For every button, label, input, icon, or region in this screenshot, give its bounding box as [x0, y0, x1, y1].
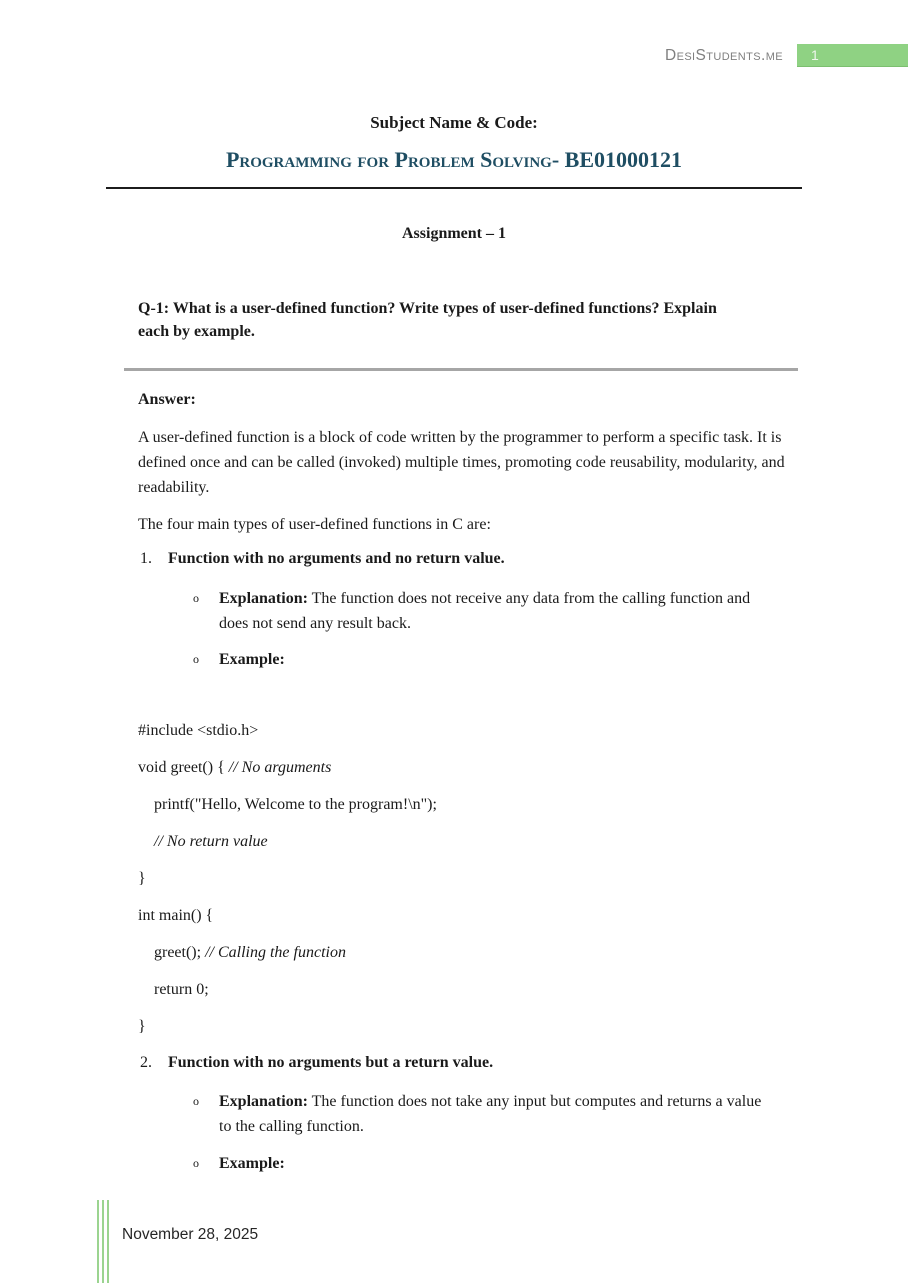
footer-date: November 28, 2025: [122, 1226, 259, 1243]
circle-bullet-icon: o: [193, 1156, 199, 1170]
item-1-example: [193, 647, 769, 672]
circle-bullet-icon: o: [193, 1094, 199, 1108]
example-label: Example:: [219, 1155, 285, 1172]
code-line: // No return value: [154, 833, 268, 850]
code-listing: [138, 721, 798, 1054]
title-divider: [106, 187, 802, 189]
answer-intro-paragraph: A user-defined function is a block of code written by the programmer to perform a specific task. It is defined once and can be called (invoked) multiple times, promoting code reusability, modularity, and readability.: [138, 429, 785, 496]
code-line: greet(); // Calling the function: [138, 944, 346, 961]
question-heading: Q-1: What is a user-defined function? Write types of user-defined functions? Explain each by example.: [138, 300, 717, 340]
item-1-explanation: [193, 586, 769, 636]
explanation-label: Explanation:: [219, 1093, 308, 1110]
explanation-label: Explanation:: [219, 590, 308, 607]
code-line: return 0;: [138, 981, 209, 998]
site-name: DesiStudents.me: [664, 46, 783, 64]
list-item-title: Function with no arguments and no return value.: [168, 550, 505, 567]
code-line: void greet() { // No arguments: [138, 759, 332, 776]
example-label: Example:: [219, 651, 285, 668]
code-line: #include <stdio.h>: [138, 722, 259, 739]
subject-label: Subject Name & Code:: [370, 113, 538, 132]
question-divider: [124, 368, 798, 371]
list-item-number: 1.: [140, 550, 152, 567]
list-item-title: Function with no arguments but a return value.: [168, 1054, 494, 1071]
list-item-2: [140, 1053, 493, 1073]
item-2-explanation: [193, 1089, 769, 1139]
types-intro-line: The four main types of user-defined functions in C are:: [138, 516, 491, 533]
code-line: }: [138, 870, 146, 887]
code-line: }: [138, 1018, 146, 1035]
footer-stripes-decoration: [97, 1200, 109, 1283]
item-2-example: [193, 1151, 769, 1176]
page-number-badge: 1: [797, 44, 908, 67]
circle-bullet-icon: o: [193, 591, 199, 605]
explanation-text: The function does not receive any data from the calling function and does not send any result back.: [219, 590, 751, 632]
circle-bullet-icon: o: [193, 652, 199, 666]
course-title: Programming for Problem Solving- BE01000121: [225, 147, 683, 172]
assignment-heading: Assignment – 1: [401, 225, 506, 242]
code-line: printf("Hello, Welcome to the program!\n");: [138, 796, 437, 813]
explanation-text: The function does not take any input but computes and returns a value to the calling function.: [219, 1093, 762, 1135]
answer-label: Answer:: [138, 391, 196, 408]
list-item-number: 2.: [140, 1054, 152, 1071]
code-line: int main() {: [138, 907, 214, 924]
list-item-1: [140, 549, 505, 569]
page-header: [665, 44, 908, 67]
